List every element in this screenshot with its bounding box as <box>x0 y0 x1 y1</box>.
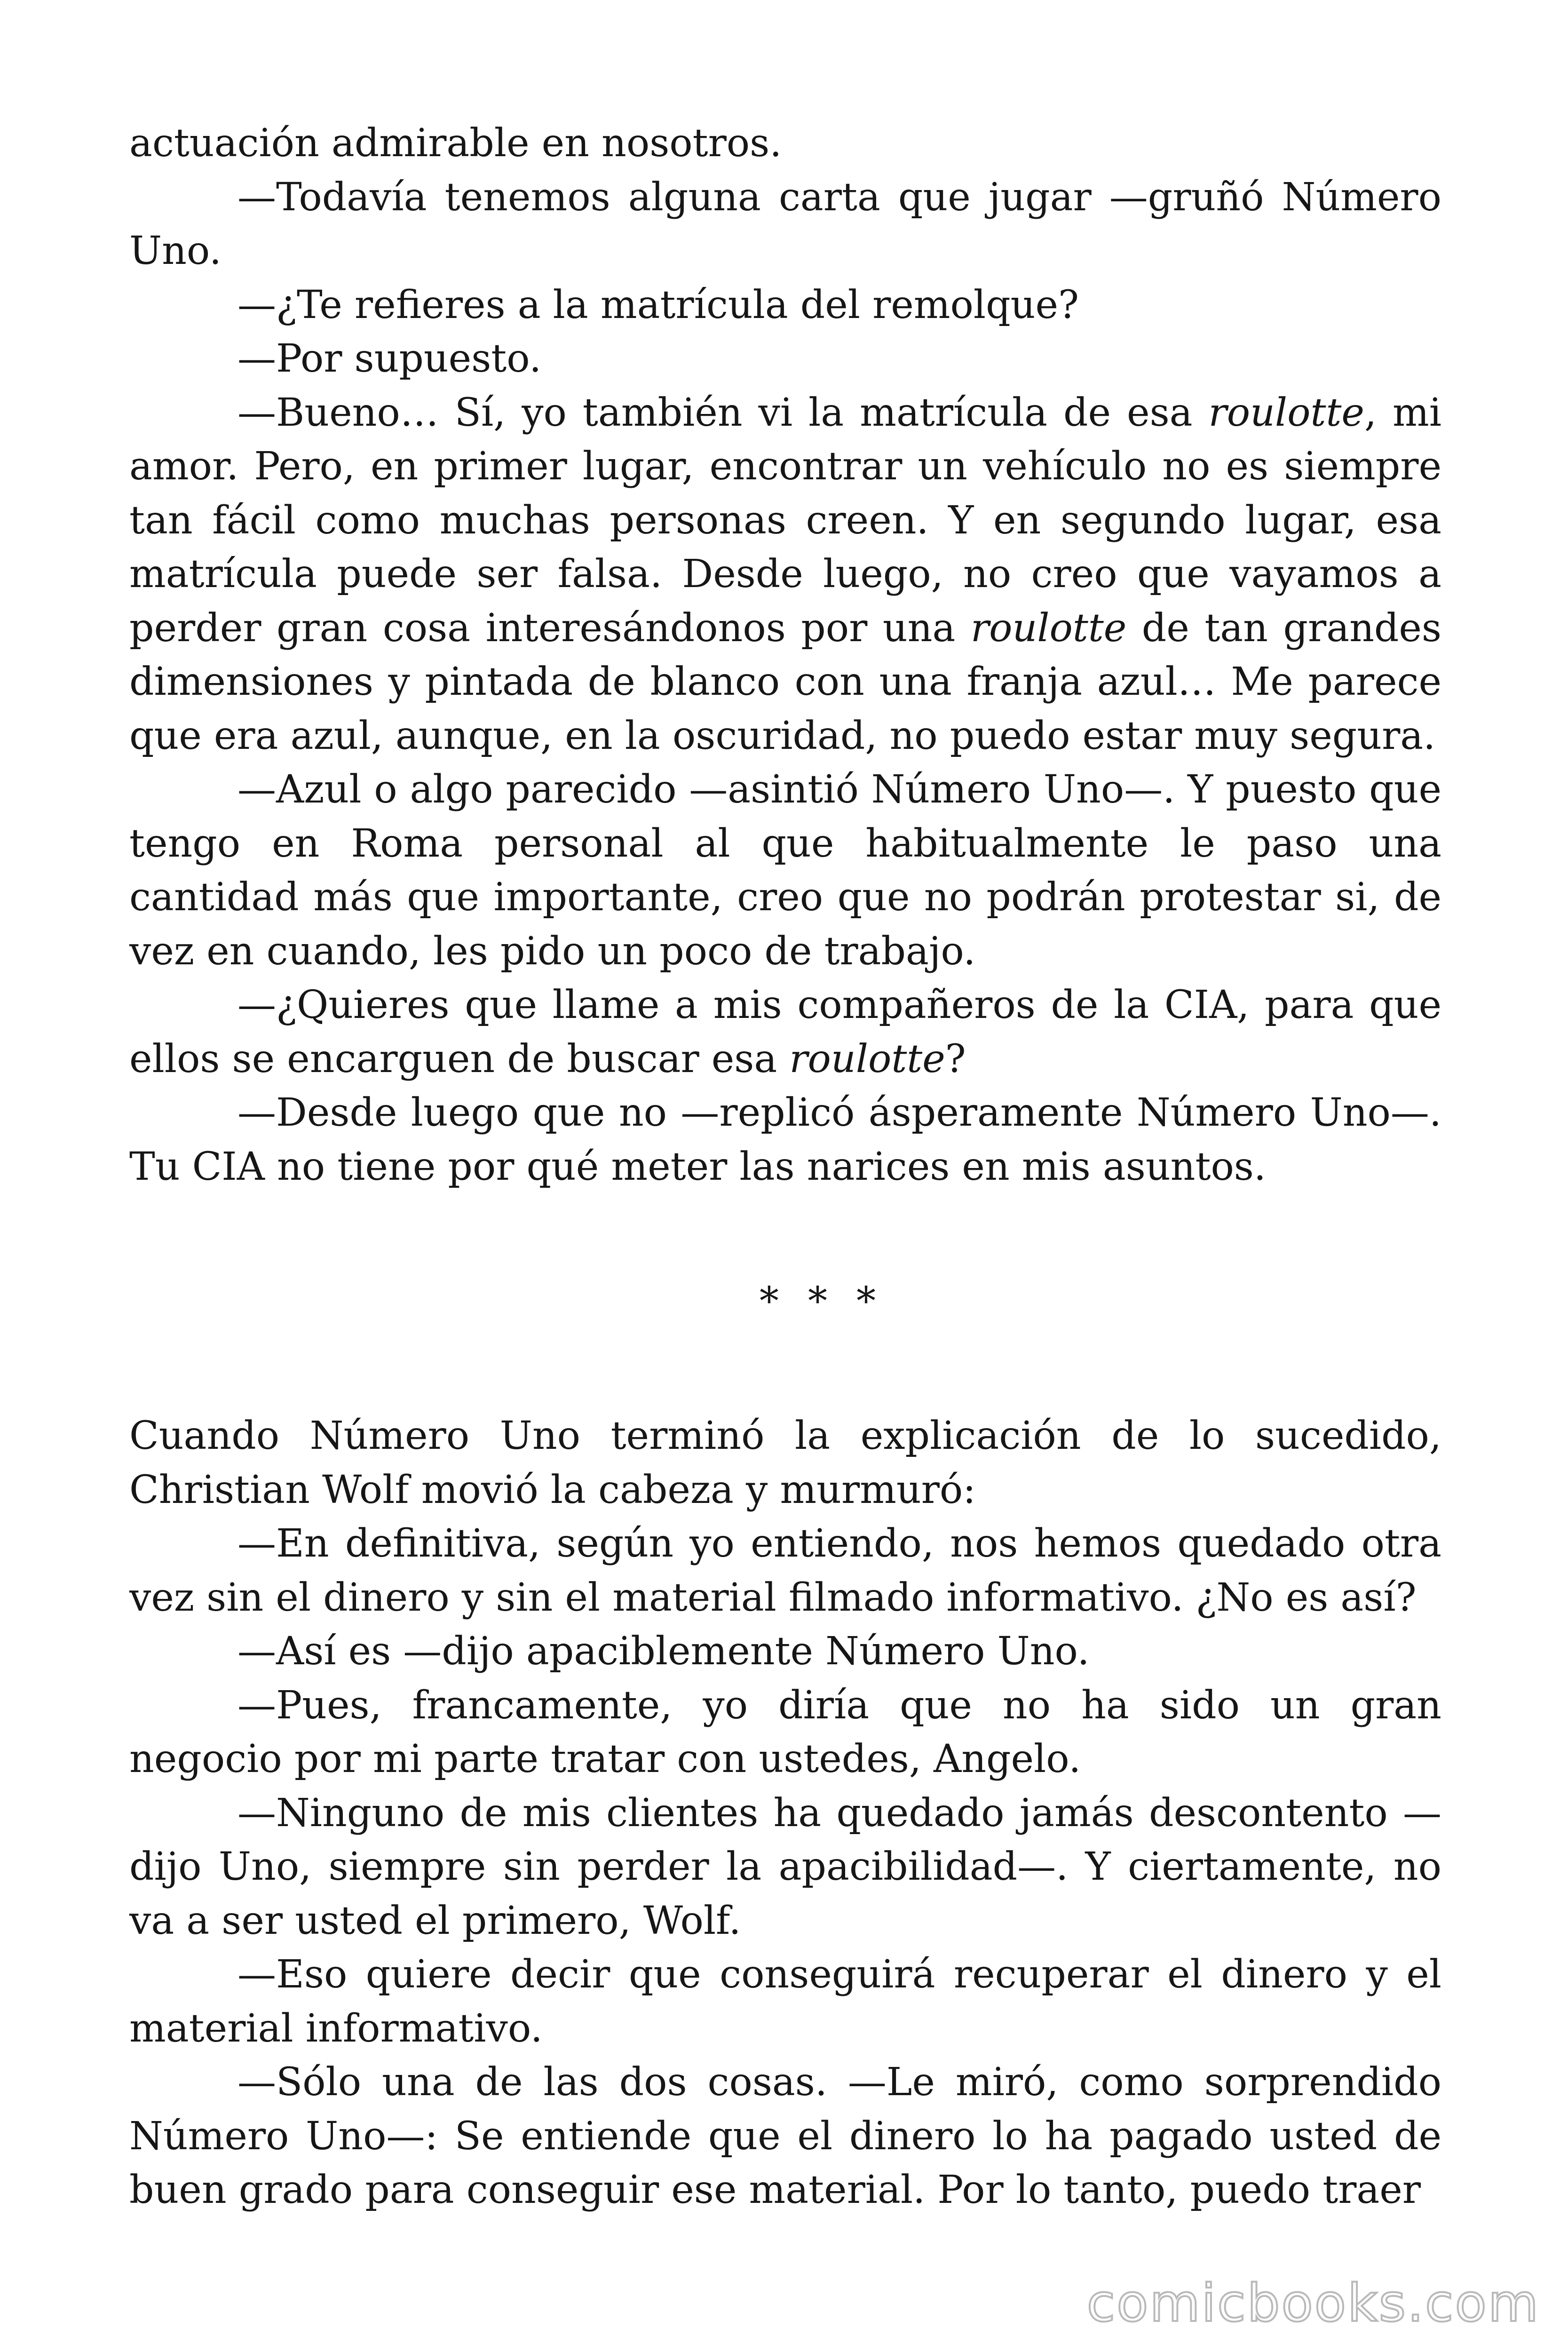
dialogue-paragraph: —¿Te refieres a la matrícula del remolque? <box>238 282 1079 327</box>
dialogue-paragraph: —¿Quieres que llame a mis compañeros de la CIA, para que ellos se encarguen de buscar esa roulotte? <box>129 983 1441 1081</box>
dialogue-paragraph: —Así es —dijo apaciblemente Número Uno. <box>238 1629 1090 1674</box>
page-body <box>129 117 1441 2217</box>
dialogue-paragraph: —Bueno… Sí, yo también vi la matrícula de esa roulotte, mi amor. Pero, en primer lugar, encontrar un vehículo no es siempre tan fácil como muchas personas creen. Y en segundo lugar, esa matrícula puede ser falsa. Desde luego, no creo que vayamos a perder gran cosa interesándonos por una roulotte de tan grandes dimensiones y pintada de blanco con una franja azul… Me parece que era azul, aunque, en la oscuridad, no puedo estar muy segura. <box>129 390 1442 758</box>
dialogue-paragraph: —Sólo una de las dos cosas. —Le miró, como sorprendido Número Uno—: Se entiende que el dinero lo ha pagado usted de buen grado para conseguir ese material. Por lo tanto, puedo traer <box>129 2060 1441 2212</box>
dialogue-paragraph: —Por supuesto. <box>238 336 542 381</box>
dialogue-paragraph: —Eso quiere decir que conseguirá recuperar el dinero y el material informativo. <box>129 1952 1441 2051</box>
narration-paragraph: Cuando Número Uno terminó la explicación de lo sucedido, Christian Wolf movió la cabeza y murmuró: <box>129 1414 1441 1512</box>
dialogue-paragraph: —En definitiva, según yo entiendo, nos hemos quedado otra vez sin el dinero y sin el material filmado informativo. ¿No es así? <box>129 1521 1441 1620</box>
dialogue-paragraph: —Todavía tenemos alguna carta que jugar —gruñó Número Uno. <box>129 175 1441 273</box>
scene-break: * * * <box>759 1279 885 1324</box>
dialogue-paragraph: —Ninguno de mis clientes ha quedado jamás descontento —dijo Uno, siempre sin perder la apacibilidad—. Y ciertamente, no va a ser usted el primero, Wolf. <box>129 1790 1441 1943</box>
dialogue-paragraph: —Azul o algo parecido —asintió Número Uno—. Y puesto que tengo en Roma personal al que habitualmente le paso una cantidad más que importante, creo que no podrán protestar si, de vez en cuando, les pido un poco de trabajo. <box>129 767 1441 974</box>
watermark: comicbooks.com <box>1086 2273 1540 2333</box>
dialogue-paragraph: —Desde luego que no —replicó ásperamente Número Uno—. Tu CIA no tiene por qué meter las narices en mis asuntos. <box>129 1090 1441 1189</box>
italic-word: roulotte <box>970 605 1127 651</box>
paragraph-continuation: actuación admirable en nosotros. <box>129 121 782 166</box>
dialogue-paragraph: —Pues, francamente, yo diría que no ha sido un gran negocio por mi parte tratar con ustedes, Angelo. <box>129 1683 1441 1781</box>
italic-word: roulotte <box>1208 390 1364 435</box>
italic-word: roulotte <box>789 1036 945 1081</box>
